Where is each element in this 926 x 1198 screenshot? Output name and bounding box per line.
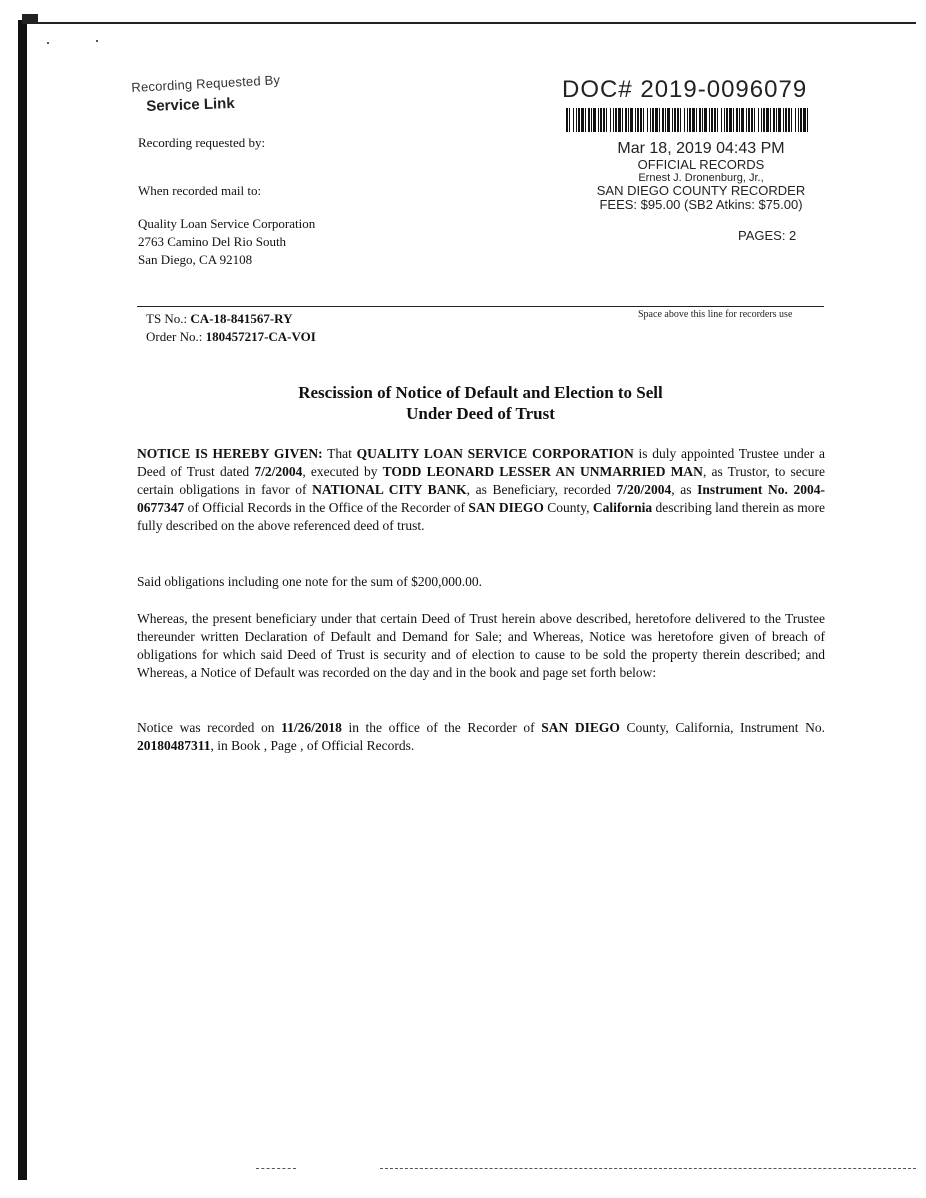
barcode-bar — [751, 108, 753, 132]
barcode-bar — [795, 108, 796, 132]
beneficiary-name: NATIONAL CITY BANK — [312, 482, 467, 497]
notice-text: , as — [671, 482, 698, 497]
recorded-text: Notice was recorded on — [137, 720, 282, 735]
trustee-name: QUALITY LOAN SERVICE CORPORATION — [356, 446, 634, 461]
barcode-bar — [578, 108, 580, 132]
recorded-text: in the office of the Recorder of — [341, 720, 542, 735]
barcode-bar — [600, 108, 602, 132]
recorder-space-note: Space above this line for recorders use — [638, 309, 793, 320]
recording-requested-by: Recording requested by: — [138, 135, 266, 150]
barcode-bar — [763, 108, 765, 132]
recorded-text: County, California, Instrument No. — [619, 720, 825, 735]
mail-to-city: San Diego, CA 92108 — [138, 252, 253, 267]
recording-fees: FEES: $95.00 (SB2 Atkins: $75.00) — [599, 197, 803, 212]
barcode-bar — [566, 108, 568, 132]
barcode-bar — [618, 108, 621, 132]
notice-text: , as Trustor, to secure certain obligations in favor of — [137, 464, 825, 497]
barcode-bar — [702, 108, 703, 132]
county-recorder-label: SAN DIEGO COUNTY RECORDER — [596, 183, 806, 198]
notice-text: , executed by — [302, 464, 383, 479]
barcode-bar — [739, 108, 740, 132]
barcode-bar — [726, 108, 728, 132]
barcode-bar — [776, 108, 777, 132]
mail-to-street: 2763 Camino Del Rio South — [138, 234, 287, 249]
barcode-bar — [630, 108, 633, 132]
barcode-bar — [652, 108, 654, 132]
recorded-date: 7/20/2004 — [616, 482, 672, 497]
barcode-bar — [741, 108, 744, 132]
barcode-bar — [807, 108, 808, 132]
barcode-bar — [610, 108, 611, 132]
barcode-bar — [783, 108, 784, 132]
barcode-bar — [724, 108, 725, 132]
barcode-bar — [689, 108, 691, 132]
barcode-bar — [628, 108, 629, 132]
page-count: PAGES: 2 — [738, 228, 797, 243]
barcode-bar — [581, 108, 584, 132]
barcode-bar — [613, 108, 614, 132]
barcode-bar — [674, 108, 676, 132]
barcode-bar — [593, 108, 596, 132]
barcode-bar — [643, 108, 644, 132]
barcode-bar — [729, 108, 732, 132]
barcode-bar — [699, 108, 701, 132]
notice-text: of Official Records in the Office of the Recorder of — [184, 500, 469, 515]
barcode-bar — [761, 108, 762, 132]
state-name: California — [592, 500, 653, 515]
barcode-bar — [650, 108, 651, 132]
whereas-paragraph: Whereas, the present beneficiary under that certain Deed of Trust herein above described, heretofore delivered to the Trustee thereunder written Declaration of Default and Demand for Sale; and Whereas, Notice was heretofore given of breach of obligations for which said Deed of Trust is security and of election to cause to be sold the property therein described; and Whereas, a Notice of Default was recorded on the day and in the book and page set forth below: — [137, 611, 825, 680]
barcode-bar — [773, 108, 775, 132]
notice-text: describing land therein as more fully described on the above referenced deed of trust. — [137, 500, 825, 533]
recording-date: Mar 18, 2019 04:43 PM — [617, 140, 785, 157]
barcode-bar — [684, 108, 685, 132]
barcode-bar — [798, 108, 799, 132]
ts-label: TS No.: — [146, 311, 191, 326]
barcode-bar — [758, 108, 759, 132]
notice-text: is duly appointed Trustee under a Deed of Trust dated — [137, 446, 826, 479]
scan-bottom-mark — [256, 1168, 296, 1169]
barcode-bar — [622, 108, 623, 132]
barcode-bar — [625, 108, 627, 132]
barcode-bar — [714, 108, 716, 132]
barcode-bar — [696, 108, 697, 132]
doc-number: DOC# 2019-0096079 — [562, 76, 808, 103]
barcode-bar — [588, 108, 590, 132]
notice-paragraph — [137, 445, 825, 535]
barcode-bar — [803, 108, 806, 132]
when-recorded-mail-to: When recorded mail to: — [138, 183, 262, 198]
document-title — [137, 382, 824, 424]
notice-recorded-paragraph — [137, 719, 825, 755]
recording-stamp-line2: Service Link — [146, 94, 235, 115]
default-instrument-number: 20180487311 — [137, 738, 211, 753]
barcode-bar — [576, 108, 577, 132]
barcode-bar — [709, 108, 710, 132]
mail-to-address — [138, 215, 315, 269]
barcode-bar — [659, 108, 660, 132]
notice-text: That — [322, 446, 357, 461]
order-number — [146, 328, 316, 346]
barcode-bar — [704, 108, 707, 132]
county-name: SAN DIEGO — [468, 500, 544, 515]
barcode-bar — [603, 108, 605, 132]
barcode-bar — [637, 108, 639, 132]
barcode-bar — [692, 108, 695, 132]
scan-speck — [96, 40, 98, 42]
barcode-bar — [711, 108, 713, 132]
recording-stamp-line1: Recording Requested By — [131, 72, 281, 95]
barcode-bar — [662, 108, 664, 132]
barcode-bar — [687, 108, 688, 132]
barcode-bar — [736, 108, 738, 132]
barcode-bar — [721, 108, 722, 132]
deed-date: 7/2/2004 — [254, 464, 303, 479]
recorder-info — [578, 139, 824, 212]
scan-speck — [47, 42, 49, 44]
barcode-bar — [672, 108, 673, 132]
scan-bottom-edge — [380, 1168, 916, 1169]
barcode-bar — [785, 108, 787, 132]
barcode-bar — [591, 108, 592, 132]
barcode-bar — [770, 108, 771, 132]
barcode-bar — [667, 108, 670, 132]
obligations-paragraph: Said obligations including one note for the sum of $200,000.00. — [137, 574, 482, 589]
ts-number — [146, 310, 293, 328]
barcode-bar — [655, 108, 658, 132]
recorder-name: Ernest J. Dronenburg, Jr., — [638, 172, 764, 184]
barcode-bar — [778, 108, 781, 132]
barcode-bar — [677, 108, 679, 132]
official-records-label: OFFICIAL RECORDS — [637, 157, 765, 172]
barcode-bar — [766, 108, 769, 132]
scan-left-edge — [18, 20, 27, 1180]
document-barcode — [566, 108, 810, 132]
notice-lead: NOTICE IS HEREBY GIVEN: — [137, 446, 323, 461]
barcode-bar — [788, 108, 790, 132]
mail-to-name: Quality Loan Service Corporation — [138, 216, 316, 231]
barcode-bar — [746, 108, 747, 132]
county-name: SAN DIEGO — [541, 720, 620, 735]
title-line2: Under Deed of Trust — [406, 404, 555, 423]
order-value: 180457217-CA-VOI — [205, 329, 316, 344]
barcode-bar — [569, 108, 570, 132]
recorded-text: , in Book , Page , of Official Records. — [210, 738, 415, 753]
barcode-bar — [717, 108, 718, 132]
ts-value: CA-18-841567-RY — [190, 311, 293, 326]
barcode-bar — [606, 108, 607, 132]
barcode-bar — [754, 108, 755, 132]
barcode-bar — [585, 108, 586, 132]
barcode-bar — [800, 108, 802, 132]
barcode-bar — [647, 108, 648, 132]
barcode-bar — [733, 108, 734, 132]
trustor-name: TODD LEONARD LESSER AN UNMARRIED MAN — [382, 464, 703, 479]
notice-text: , as Beneficiary, recorded — [466, 482, 617, 497]
barcode-bar — [665, 108, 666, 132]
barcode-bar — [615, 108, 617, 132]
barcode-bar — [640, 108, 642, 132]
title-line1: Rescission of Notice of Default and Election to Sell — [298, 383, 663, 402]
barcode-bar — [598, 108, 599, 132]
barcode-bar — [573, 108, 574, 132]
instrument-number: Instrument No. 2004-0677347 — [137, 482, 826, 515]
barcode-bar — [791, 108, 792, 132]
recorder-use-line — [137, 306, 824, 307]
order-label: Order No.: — [146, 329, 206, 344]
barcode-bar — [635, 108, 636, 132]
scan-top-edge — [26, 22, 916, 24]
default-recorded-date: 11/26/2018 — [281, 720, 342, 735]
notice-text: County, — [543, 500, 593, 515]
barcode-bar — [748, 108, 750, 132]
barcode-bar — [680, 108, 681, 132]
